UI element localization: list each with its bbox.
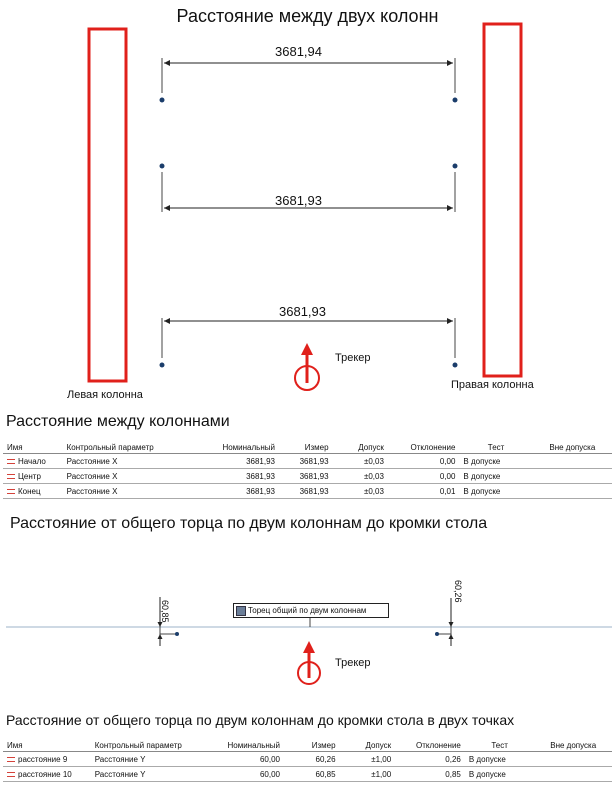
table-header-row [3,441,612,454]
col-nominal: Номинальный [200,441,279,454]
col-test: Тест [465,739,535,752]
row-out [534,767,612,782]
row-param: Расстояние X [63,454,200,469]
row-out [534,752,612,767]
dimension-line-top [162,58,455,93]
row-measured: 60,85 [284,767,340,782]
row-param: Расстояние X [63,469,200,484]
face-icon [236,606,246,616]
row-out [533,469,612,484]
row-nominal: 3681,93 [200,454,279,469]
row-out [533,484,612,499]
col-out-of-tolerance: Вне допуска [534,739,612,752]
section-heading-column-distance: Расстояние между колоннами [6,413,230,430]
right-column-label: Правая колонна [451,379,534,391]
col-param: Контрольный параметр [63,441,200,454]
row-nominal: 3681,93 [200,484,279,499]
table-row [3,484,612,499]
measurement-icon [7,474,15,479]
dimension-right-value: 60,26 [453,580,463,603]
face-label: Торец общий по двум колоннам [248,606,367,615]
measurement-icon [7,757,15,762]
dimension-line-right [435,598,451,646]
measurement-icon [7,489,15,494]
row-param: Расстояние Y [91,767,211,782]
col-deviation: Отклонение [395,739,465,752]
dimension-top-value: 3681,94 [275,44,322,59]
col-name: Имя [3,441,63,454]
row-out [533,454,612,469]
table-row [3,454,612,469]
two-points-table [3,739,612,782]
row-name: Начало [18,456,46,466]
left-column-label: Левая колонна [67,389,143,401]
left-column-outline [89,29,126,381]
row-deviation: 0,00 [388,454,459,469]
row-tolerance: ±0,03 [333,484,388,499]
row-name: Конец [18,486,41,496]
dimension-left-value: 60,85 [160,600,170,623]
row-tolerance: ±0,03 [333,469,388,484]
section-heading-face-distance: Расстояние от общего торца по двум колоннам до кромки стола [10,515,488,532]
row-name: расстояние 9 [18,754,68,764]
row-test: В допуске [459,469,532,484]
row-measured: 3681,93 [279,484,333,499]
table-row [3,752,612,767]
table-row [3,469,612,484]
row-test: В допуске [459,454,532,469]
col-measured: Измер [279,441,333,454]
row-measured: 3681,93 [279,454,333,469]
row-deviation: 0,26 [395,752,465,767]
table-header-row [3,739,612,752]
dimension-middle-value: 3681,93 [275,193,322,208]
col-tolerance: Допуск [333,441,388,454]
measurement-icon [7,772,15,777]
row-test: В допуске [465,752,535,767]
column-distance-table [3,441,612,499]
col-param: Контрольный параметр [91,739,211,752]
measurement-icon [7,459,15,464]
row-nominal: 60,00 [210,752,284,767]
row-nominal: 60,00 [210,767,284,782]
col-name: Имя [3,739,91,752]
table-row [3,767,612,782]
col-deviation: Отклонение [388,441,459,454]
measurement-points [160,98,458,368]
tracker-icon [295,343,319,390]
row-measured: 60,26 [284,752,340,767]
row-tolerance: ±1,00 [340,767,396,782]
tracker-icon [298,641,320,684]
row-deviation: 0,00 [388,469,459,484]
row-tolerance: ±0,03 [333,454,388,469]
col-out-of-tolerance: Вне допуска [533,441,612,454]
row-param: Расстояние X [63,484,200,499]
dimension-bottom-value: 3681,93 [279,304,326,319]
tracker-label-2: Трекер [335,657,371,669]
row-measured: 3681,93 [279,469,333,484]
row-test: В допуске [465,767,535,782]
row-param: Расстояние Y [91,752,211,767]
row-name: расстояние 10 [18,769,72,779]
tracker-label: Трекер [335,352,371,364]
col-measured: Измер [284,739,340,752]
face-label-box [233,603,389,618]
row-tolerance: ±1,00 [340,752,396,767]
section-heading-two-points: Расстояние от общего торца по двум колоннам до кромки стола в двух точках [6,712,515,728]
row-deviation: 0,85 [395,767,465,782]
page-title: Расстояние между двух колонн [176,6,439,26]
col-tolerance: Допуск [340,739,396,752]
row-deviation: 0,01 [388,484,459,499]
row-nominal: 3681,93 [200,469,279,484]
row-name: Центр [18,471,41,481]
col-nominal: Номинальный [210,739,284,752]
row-test: В допуске [459,484,532,499]
col-test: Тест [459,441,532,454]
right-column-outline [484,24,521,376]
